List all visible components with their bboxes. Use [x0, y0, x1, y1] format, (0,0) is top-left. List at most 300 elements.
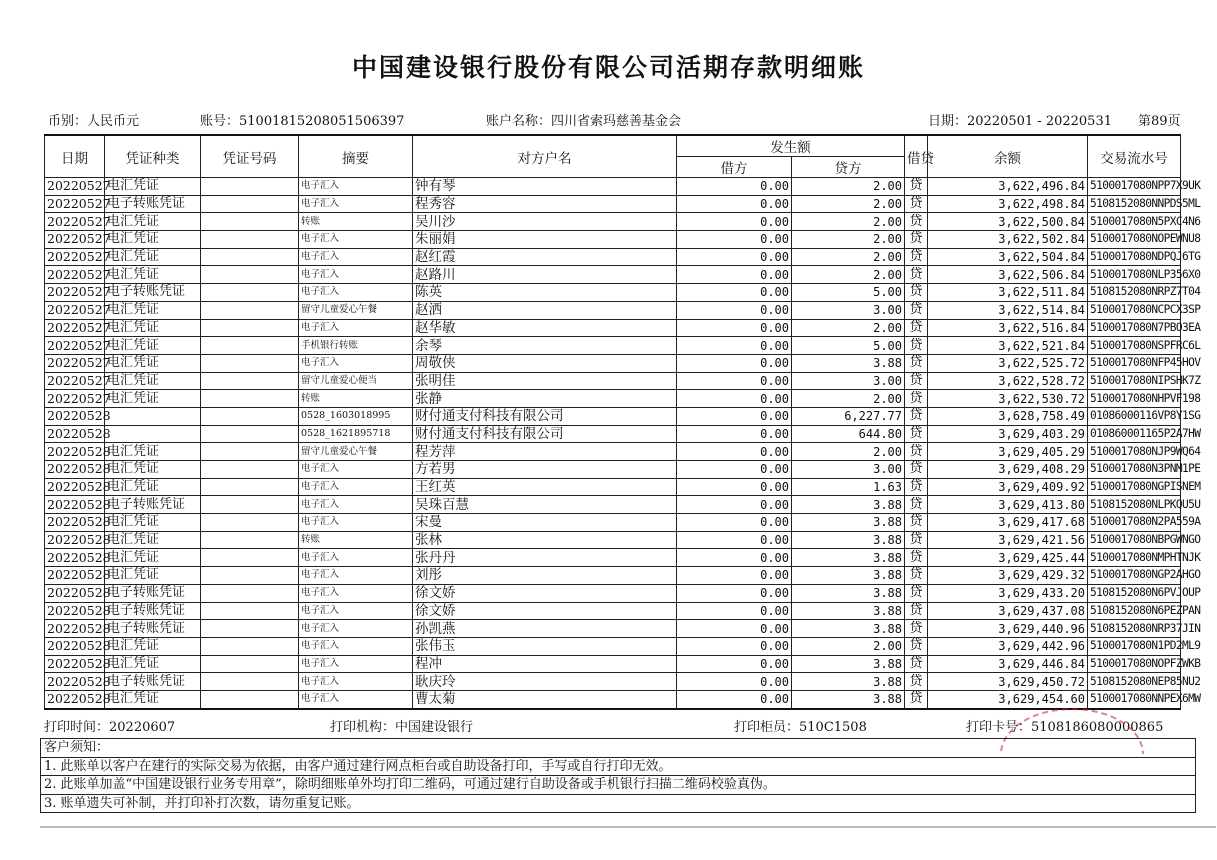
cell-voucher-type: 电汇凭证: [105, 514, 201, 532]
cell-balance: 3,622,506.84: [928, 266, 1088, 284]
cell-balance: 3,629,442.96: [928, 637, 1088, 655]
cell-debit: 0.00: [677, 496, 792, 514]
cell-memo: 电子汇入: [299, 248, 413, 266]
cell-voucher-type: 电子转账凭证: [105, 584, 201, 602]
page-divider: [40, 826, 1216, 828]
cell-balance: 3,629,433.20: [928, 584, 1088, 602]
cell-voucher-no: [201, 284, 299, 302]
cell-memo: 电子汇入: [299, 231, 413, 249]
cell-memo: 手机银行转账: [299, 337, 413, 355]
cell-memo: 电子汇入: [299, 178, 413, 196]
header-memo: 摘要: [299, 135, 413, 178]
cell-txn-no: 5100017080N3PNM1PE: [1088, 461, 1181, 479]
cell-voucher-no: [201, 213, 299, 231]
cell-voucher-no: [201, 354, 299, 372]
cell-dc: 贷: [905, 496, 928, 514]
cell-txn-no: 5100017080N7PBO3EA: [1088, 319, 1181, 337]
cell-voucher-no: [201, 195, 299, 213]
cell-txn-no: 5108152080NLPKQU5U: [1088, 496, 1181, 514]
cell-dc: 贷: [905, 407, 928, 425]
cell-date: 20220527: [45, 195, 105, 213]
cell-date: 20220528: [45, 620, 105, 638]
cell-memo: 电子汇入: [299, 319, 413, 337]
cell-counterparty: 周敬侠: [413, 354, 677, 372]
cell-balance: 3,622,525.72: [928, 354, 1088, 372]
cell-memo: 电子汇入: [299, 496, 413, 514]
cell-date: 20220527: [45, 248, 105, 266]
cell-dc: 贷: [905, 602, 928, 620]
cell-counterparty: 张明佳: [413, 372, 677, 390]
cell-voucher-type: [105, 425, 201, 443]
cell-memo: 留守儿童爱心午餐: [299, 443, 413, 461]
page-number: 第89页: [1138, 114, 1181, 129]
cell-voucher-no: [201, 531, 299, 549]
cell-memo: 转账: [299, 390, 413, 408]
table-row: [45, 496, 1181, 514]
cell-balance: 3,629,440.96: [928, 620, 1088, 638]
cell-dc: 贷: [905, 514, 928, 532]
cell-voucher-type: 电汇凭证: [105, 390, 201, 408]
cell-debit: 0.00: [677, 266, 792, 284]
cell-memo: 电子汇入: [299, 637, 413, 655]
cell-voucher-no: [201, 655, 299, 673]
cell-memo: 电子汇入: [299, 549, 413, 567]
cell-txn-no: 5100017080NOPEWNU8: [1088, 231, 1181, 249]
cell-debit: 0.00: [677, 354, 792, 372]
header-debit: 借方: [677, 157, 792, 178]
cell-voucher-no: [201, 496, 299, 514]
cell-txn-no: 5100017080NSPFRC6L: [1088, 337, 1181, 355]
print-card: 打印卡号：5108186080000865: [966, 720, 1164, 735]
cell-date: 20220527: [45, 390, 105, 408]
cell-memo: 电子汇入: [299, 284, 413, 302]
table-row: [45, 372, 1181, 390]
header-balance: 余额: [928, 135, 1088, 178]
cell-dc: 贷: [905, 195, 928, 213]
cell-txn-no: 5108152080NEP85NU2: [1088, 673, 1181, 691]
cell-credit: 3.88: [792, 655, 905, 673]
cell-date: 20220528: [45, 531, 105, 549]
cell-credit: 2.00: [792, 178, 905, 196]
cell-memo: 电子汇入: [299, 602, 413, 620]
cell-txn-no: 5108152080N6PEZPAN: [1088, 602, 1181, 620]
cell-dc: 贷: [905, 301, 928, 319]
header-dc: 借贷: [905, 135, 928, 178]
table-row: [45, 337, 1181, 355]
table-row: [45, 478, 1181, 496]
cell-credit: 2.00: [792, 390, 905, 408]
cell-txn-no: 5100017080NBPGWNGO: [1088, 531, 1181, 549]
cell-date: 20220528: [45, 655, 105, 673]
cell-credit: 3.88: [792, 690, 905, 708]
cell-balance: 3,622,514.84: [928, 301, 1088, 319]
cell-voucher-type: 电汇凭证: [105, 637, 201, 655]
cell-memo: 电子汇入: [299, 655, 413, 673]
cell-balance: 3,622,496.84: [928, 178, 1088, 196]
cell-counterparty: 张林: [413, 531, 677, 549]
table-row: [45, 178, 1181, 196]
cell-dc: 贷: [905, 390, 928, 408]
cell-date: 20220527: [45, 319, 105, 337]
cell-credit: 2.00: [792, 266, 905, 284]
cell-voucher-type: 电汇凭证: [105, 178, 201, 196]
cell-dc: 贷: [905, 354, 928, 372]
cell-debit: 0.00: [677, 425, 792, 443]
cell-counterparty: 王红英: [413, 478, 677, 496]
cell-counterparty: 赵华敏: [413, 319, 677, 337]
table-row: [45, 673, 1181, 691]
cell-voucher-type: [105, 407, 201, 425]
cell-txn-no: 5100017080NOPFZWKB: [1088, 655, 1181, 673]
cell-credit: 2.00: [792, 319, 905, 337]
cell-credit: 3.00: [792, 301, 905, 319]
table-row: [45, 390, 1181, 408]
cell-debit: 0.00: [677, 690, 792, 708]
table-row: [45, 620, 1181, 638]
table-row: [45, 319, 1181, 337]
cell-counterparty: 朱丽娟: [413, 231, 677, 249]
cell-balance: 3,629,413.80: [928, 496, 1088, 514]
cell-voucher-no: [201, 248, 299, 266]
cell-txn-no: 5100017080NPP7X9UK: [1088, 178, 1181, 196]
cell-txn-no: 5108152080NNPDS5ML: [1088, 195, 1181, 213]
cell-voucher-no: [201, 301, 299, 319]
cell-debit: 0.00: [677, 620, 792, 638]
cell-voucher-type: 电汇凭证: [105, 567, 201, 585]
cell-debit: 0.00: [677, 407, 792, 425]
cell-voucher-type: 电汇凭证: [105, 461, 201, 479]
cell-dc: 贷: [905, 584, 928, 602]
cell-balance: 3,622,516.84: [928, 319, 1088, 337]
cell-memo: 0528_1603018995: [299, 407, 413, 425]
cell-voucher-type: 电汇凭证: [105, 337, 201, 355]
cell-date: 20220527: [45, 213, 105, 231]
cell-debit: 0.00: [677, 248, 792, 266]
cell-dc: 贷: [905, 425, 928, 443]
notice-item-3: 3. 账单遗失可补制，并打印补打次数，请勿重复记账。: [44, 795, 360, 811]
table-row: [45, 195, 1181, 213]
cell-credit: 3.88: [792, 602, 905, 620]
cell-voucher-type: 电汇凭证: [105, 213, 201, 231]
cell-voucher-type: 电汇凭证: [105, 531, 201, 549]
cell-debit: 0.00: [677, 390, 792, 408]
cell-voucher-no: [201, 673, 299, 691]
cell-debit: 0.00: [677, 195, 792, 213]
cell-date: 20220527: [45, 337, 105, 355]
cell-date: 20220527: [45, 178, 105, 196]
cell-dc: 贷: [905, 231, 928, 249]
cell-voucher-no: [201, 478, 299, 496]
cell-memo: 留守儿童爱心便当: [299, 372, 413, 390]
table-row: [45, 425, 1181, 443]
table-row: [45, 266, 1181, 284]
cell-date: 20220527: [45, 301, 105, 319]
cell-counterparty: 程冲: [413, 655, 677, 673]
table-row: [45, 531, 1181, 549]
cell-voucher-type: 电汇凭证: [105, 354, 201, 372]
cell-txn-no: 01086000116VP8Y1SG: [1088, 407, 1181, 425]
cell-balance: 3,629,446.84: [928, 655, 1088, 673]
cell-credit: 6,227.77: [792, 407, 905, 425]
cell-debit: 0.00: [677, 514, 792, 532]
cell-memo: 转账: [299, 531, 413, 549]
cell-counterparty: 方若男: [413, 461, 677, 479]
cell-balance: 3,622,502.84: [928, 231, 1088, 249]
cell-debit: 0.00: [677, 655, 792, 673]
cell-balance: 3,622,528.72: [928, 372, 1088, 390]
header-date: 日期: [45, 135, 105, 178]
cell-voucher-type: 电汇凭证: [105, 690, 201, 708]
cell-dc: 贷: [905, 637, 928, 655]
cell-voucher-no: [201, 620, 299, 638]
table-row: [45, 301, 1181, 319]
cell-debit: 0.00: [677, 372, 792, 390]
cell-debit: 0.00: [677, 231, 792, 249]
cell-date: 20220527: [45, 266, 105, 284]
cell-txn-no: 5100017080NNPEX6MW: [1088, 690, 1181, 708]
cell-counterparty: 财付通支付科技有限公司: [413, 407, 677, 425]
cell-balance: 3,629,425.44: [928, 549, 1088, 567]
cell-dc: 贷: [905, 690, 928, 708]
cell-date: 20220528: [45, 461, 105, 479]
cell-date: 20220528: [45, 514, 105, 532]
cell-balance: 3,622,504.84: [928, 248, 1088, 266]
cell-dc: 贷: [905, 478, 928, 496]
cell-memo: 电子汇入: [299, 478, 413, 496]
cell-balance: 3,629,417.68: [928, 514, 1088, 532]
cell-debit: 0.00: [677, 637, 792, 655]
cell-dc: 贷: [905, 549, 928, 567]
cell-debit: 0.00: [677, 301, 792, 319]
cell-balance: 3,629,450.72: [928, 673, 1088, 691]
cell-voucher-type: 电子转账凭证: [105, 620, 201, 638]
cell-balance: 3,622,500.84: [928, 213, 1088, 231]
cell-counterparty: 吴珠百慧: [413, 496, 677, 514]
cell-dc: 贷: [905, 673, 928, 691]
cell-credit: 2.00: [792, 231, 905, 249]
cell-date: 20220528: [45, 407, 105, 425]
cell-txn-no: 5100017080N1PD2ML9: [1088, 637, 1181, 655]
cell-counterparty: 徐文娇: [413, 602, 677, 620]
statement-title: 中国建设银行股份有限公司活期存款明细账: [351, 53, 865, 82]
cell-voucher-no: [201, 407, 299, 425]
cell-voucher-no: [201, 602, 299, 620]
cell-memo: 电子汇入: [299, 266, 413, 284]
cell-memo: 转账: [299, 213, 413, 231]
cell-balance: 3,622,521.84: [928, 337, 1088, 355]
cell-dc: 贷: [905, 567, 928, 585]
cell-debit: 0.00: [677, 567, 792, 585]
cell-balance: 3,622,530.72: [928, 390, 1088, 408]
cell-counterparty: 赵洒: [413, 301, 677, 319]
print-counter: 打印柜员：510C1508: [734, 720, 867, 735]
cell-voucher-no: [201, 266, 299, 284]
cell-date: 20220528: [45, 549, 105, 567]
cell-debit: 0.00: [677, 319, 792, 337]
cell-memo: 0528_1621895718: [299, 425, 413, 443]
cell-debit: 0.00: [677, 213, 792, 231]
cell-dc: 贷: [905, 213, 928, 231]
header-counterparty: 对方户名: [413, 135, 677, 178]
cell-txn-no: 5100017080NMPHTNJK: [1088, 549, 1181, 567]
cell-voucher-no: [201, 390, 299, 408]
cell-debit: 0.00: [677, 549, 792, 567]
table-row: [45, 584, 1181, 602]
cell-counterparty: 程芳萍: [413, 443, 677, 461]
cell-voucher-type: 电子转账凭证: [105, 496, 201, 514]
cell-credit: 644.80: [792, 425, 905, 443]
cell-voucher-no: [201, 584, 299, 602]
cell-memo: 电子汇入: [299, 514, 413, 532]
table-row: [45, 514, 1181, 532]
cell-txn-no: 5100017080NFP45HOV: [1088, 354, 1181, 372]
cell-voucher-type: 电汇凭证: [105, 266, 201, 284]
cell-balance: 3,629,405.29: [928, 443, 1088, 461]
cell-voucher-no: [201, 425, 299, 443]
cell-voucher-type: 电汇凭证: [105, 231, 201, 249]
cell-voucher-type: 电汇凭证: [105, 319, 201, 337]
cell-date: 20220528: [45, 584, 105, 602]
cell-voucher-no: [201, 372, 299, 390]
cell-date: 20220527: [45, 284, 105, 302]
cell-credit: 2.00: [792, 213, 905, 231]
cell-counterparty: 钟有琴: [413, 178, 677, 196]
cell-balance: 3,629,429.32: [928, 567, 1088, 585]
print-time: 打印时间：20220607: [44, 720, 176, 735]
cell-debit: 0.00: [677, 673, 792, 691]
cell-memo: 电子汇入: [299, 567, 413, 585]
cell-counterparty: 陈英: [413, 284, 677, 302]
cell-balance: 3,629,454.60: [928, 690, 1088, 708]
cell-dc: 贷: [905, 248, 928, 266]
cell-voucher-no: [201, 231, 299, 249]
header-credit: 贷方: [792, 157, 905, 178]
cell-voucher-type: 电汇凭证: [105, 478, 201, 496]
cell-dc: 贷: [905, 372, 928, 390]
cell-dc: 贷: [905, 443, 928, 461]
cell-credit: 3.00: [792, 461, 905, 479]
cell-counterparty: 赵路川: [413, 266, 677, 284]
table-row: [45, 443, 1181, 461]
account-number: 账号：51001815208051506397: [200, 114, 405, 129]
table-row: [45, 637, 1181, 655]
notice-item-2: 2. 此账单加盖“中国建设银行业务专用章”，除明细账单外均打印二维码，可通过建行自助设备或手机银行扫描二维码校验真伪。: [41, 776, 1195, 795]
cell-debit: 0.00: [677, 443, 792, 461]
cell-txn-no: 5100017080NLP356X0: [1088, 266, 1181, 284]
cell-voucher-type: 电子转账凭证: [105, 284, 201, 302]
cell-debit: 0.00: [677, 337, 792, 355]
cell-credit: 3.88: [792, 354, 905, 372]
cell-balance: 3,628,758.49: [928, 407, 1088, 425]
cell-debit: 0.00: [677, 461, 792, 479]
table-row: [45, 690, 1181, 708]
cell-dc: 贷: [905, 284, 928, 302]
print-org: 打印机构：中国建设银行: [330, 720, 474, 735]
cell-voucher-type: 电汇凭证: [105, 443, 201, 461]
cell-voucher-type: 电汇凭证: [105, 248, 201, 266]
header-amount: 发生额: [677, 135, 905, 157]
cell-dc: 贷: [905, 319, 928, 337]
cell-voucher-type: 电子转账凭证: [105, 673, 201, 691]
cell-debit: 0.00: [677, 478, 792, 496]
cell-memo: 电子汇入: [299, 690, 413, 708]
cell-debit: 0.00: [677, 178, 792, 196]
cell-memo: 电子汇入: [299, 673, 413, 691]
cell-voucher-type: 电子转账凭证: [105, 195, 201, 213]
cell-date: 20220528: [45, 690, 105, 708]
table-row: [45, 231, 1181, 249]
cell-date: 20220527: [45, 231, 105, 249]
cell-balance: 3,629,403.29: [928, 425, 1088, 443]
cell-counterparty: 宋曼: [413, 514, 677, 532]
ledger-table: [44, 134, 1201, 710]
date-range: 日期：20220501 - 20220531: [928, 114, 1112, 129]
cell-voucher-no: [201, 514, 299, 532]
cell-dc: 贷: [905, 337, 928, 355]
table-row: [45, 461, 1181, 479]
cell-txn-no: 5100017080NDPQJ6TG: [1088, 248, 1181, 266]
customer-notice: [40, 738, 1196, 813]
table-row: [45, 602, 1181, 620]
cell-voucher-type: 电子转账凭证: [105, 602, 201, 620]
cell-txn-no: 5108152080NRP37JIN: [1088, 620, 1181, 638]
cell-counterparty: 赵红霞: [413, 248, 677, 266]
cell-txn-no: 5100017080NHPVF198: [1088, 390, 1181, 408]
header-txn-no: 交易流水号: [1088, 135, 1181, 178]
cell-credit: 3.88: [792, 584, 905, 602]
cell-balance: 3,622,511.84: [928, 284, 1088, 302]
cell-date: 20220528: [45, 478, 105, 496]
cell-memo: 电子汇入: [299, 195, 413, 213]
cell-credit: 3.88: [792, 673, 905, 691]
ledger-body: [45, 178, 1201, 709]
notice-heading: 客户须知：: [41, 739, 1195, 758]
cell-credit: 2.00: [792, 443, 905, 461]
cell-voucher-type: 电汇凭证: [105, 301, 201, 319]
cell-voucher-type: 电汇凭证: [105, 655, 201, 673]
cell-dc: 贷: [905, 620, 928, 638]
cell-txn-no: 010860001165P2A7HW: [1088, 425, 1181, 443]
cell-dc: 贷: [905, 655, 928, 673]
cell-date: 20220528: [45, 602, 105, 620]
cell-balance: 3,622,498.84: [928, 195, 1088, 213]
cell-counterparty: 刘彤: [413, 567, 677, 585]
cell-counterparty: 徐文娇: [413, 584, 677, 602]
cell-memo: 电子汇入: [299, 461, 413, 479]
cell-dc: 贷: [905, 461, 928, 479]
cell-counterparty: 张丹丹: [413, 549, 677, 567]
cell-voucher-no: [201, 319, 299, 337]
cell-dc: 贷: [905, 266, 928, 284]
cell-voucher-no: [201, 549, 299, 567]
notice-item-1: 1. 此账单以客户在建行的实际交易为依据，由客户通过建行网点柜台或自助设备打印，手写或自行打印无效。: [41, 758, 1195, 777]
cell-dc: 贷: [905, 178, 928, 196]
cell-balance: 3,629,421.56: [928, 531, 1088, 549]
cell-counterparty: 孙凯燕: [413, 620, 677, 638]
cell-counterparty: 张伟玉: [413, 637, 677, 655]
table-row: [45, 655, 1181, 673]
header-voucher-no: 凭证号码: [201, 135, 299, 178]
cell-date: 20220528: [45, 443, 105, 461]
cell-date: 20220527: [45, 372, 105, 390]
cell-voucher-no: [201, 690, 299, 708]
cell-date: 20220528: [45, 567, 105, 585]
cell-voucher-no: [201, 461, 299, 479]
cell-debit: 0.00: [677, 602, 792, 620]
cell-txn-no: 5100017080NCPCX3SP: [1088, 301, 1181, 319]
cell-credit: 2.00: [792, 248, 905, 266]
cell-dc: 贷: [905, 531, 928, 549]
